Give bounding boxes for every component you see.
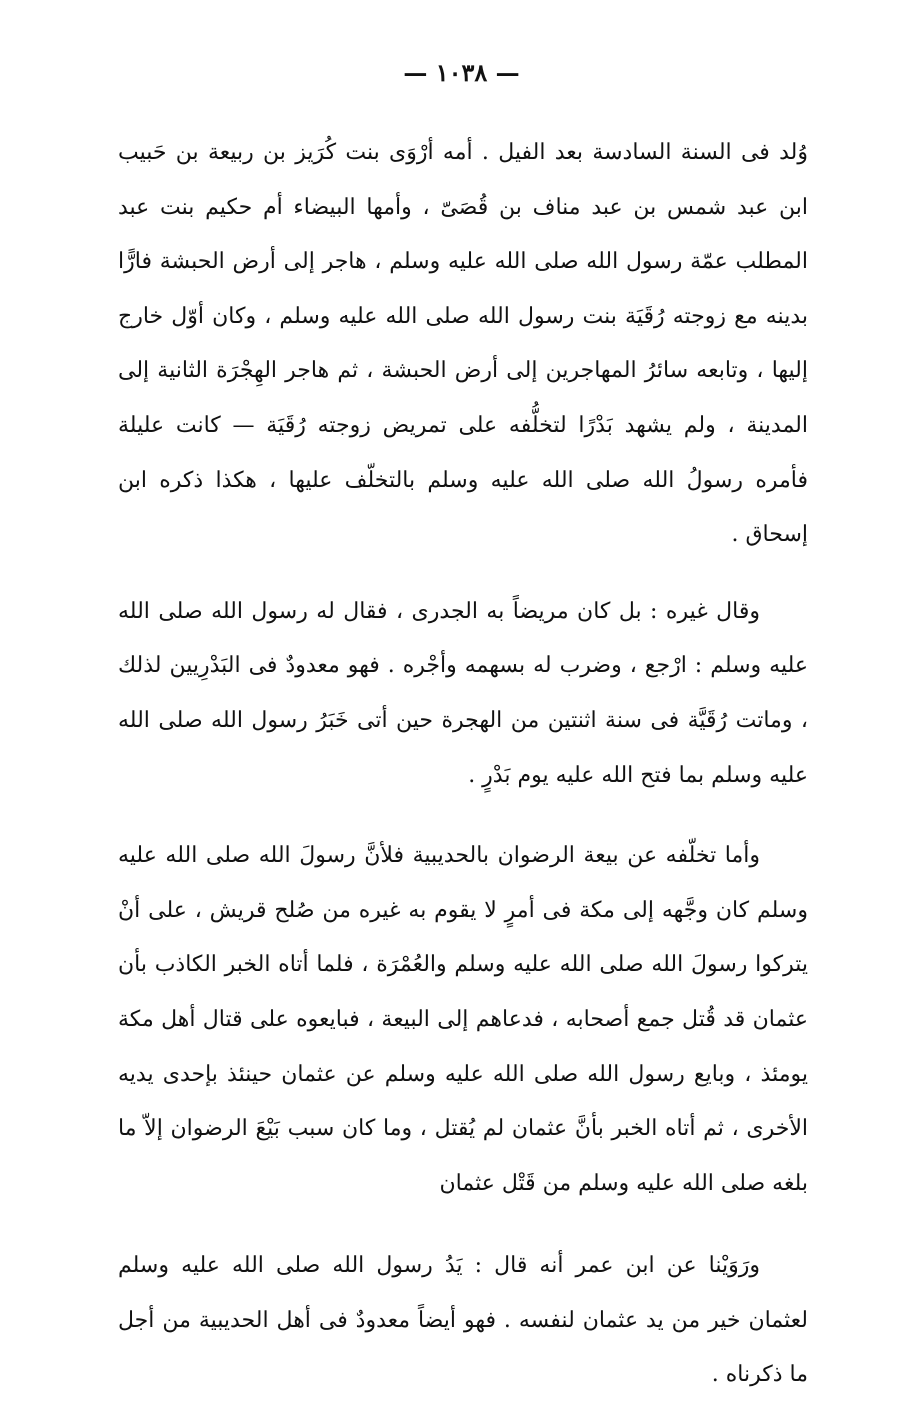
page-number: — ١٠٣٨ — (403, 58, 520, 87)
paragraph-4: ورَوَيْنا عن ابن عمر أنه قال : يَدُ رسول الله صلى الله عليه وسلم لعثمان خير من يد عثمان لنفسه . فهو أيضاً معدودٌ فى أهل الحديبية من أجل ما ذكرناه . (118, 1253, 808, 1388)
paragraph-2: وقال غيره : بل كان مريضاً به الجدرى ، فقال له رسول الله صلى الله عليه وسلم : ارْجع ، وضرب له بسهمه وأجْره . فهو معدودٌ فى البَدْرِيين لذلك ، وماتت رُقَيَّة فى سنة اثنتين من الهجرة حين أتى خَبَرُ رسول الله صلى الله عليه وسلم بما فتح الله عليه يوم بَدْرٍ . (118, 598, 808, 788)
page-body (118, 126, 808, 1403)
paragraph-1: وُلد فى السنة السادسة بعد الفيل . أمه أرْوَى بنت كُرَيز بن ربيعة بن حَبيب ابن عبد شمس بن عبد مناف بن قُصَىّ ، وأمها البيضاء أم حكيم بنت عبد المطلب عمّة رسول الله صلى الله عليه وسلم ، هاجر إلى أرض الحبشة فارًّا بدينه مع زوجته رُقَيَة بنت رسول الله صلى الله عليه وسلم ، وكان أوّل خارج إليها ، وتابعه سائرُ المهاجرين إلى أرض الحبشة ، ثم هاجر الهِجْرَة الثانية إلى المدينة ، ولم يشهد بَدْرًا لتخلُّفه على تمريض زوجته رُقَيَة — كانت عليلة فأمره رسولُ الله صلى الله عليه وسلم بالتخلّف عليها ، هكذا ذكره ابن إسحاق . (118, 140, 808, 548)
paragraph-3: وأما تخلّفه عن بيعة الرضوان بالحديبية فلأنَّ رسولَ الله صلى الله عليه وسلم كان وجَّهه إلى مكة فى أمرٍ لا يقوم به غيره من صُلح قريش ، على أنْ يتركوا رسولَ الله صلى الله عليه وسلم والعُمْرَة ، فلما أتاه الخبر الكاذب بأن عثمان قد قُتل جمع أصحابه ، فدعاهم إلى البيعة ، فبايعوه على قتال أهل مكة يومئذ ، وبايع رسول الله صلى الله عليه وسلم عن عثمان حينئذ بإحدى يديه الأخرى ، ثم أتاه الخبر بأنَّ عثمان لم يُقتل ، وما كان سبب بَيْعَ الرضوان إلاّ ما بلغه صلى الله عليه وسلم من قَتْل عثمان (118, 843, 808, 1196)
